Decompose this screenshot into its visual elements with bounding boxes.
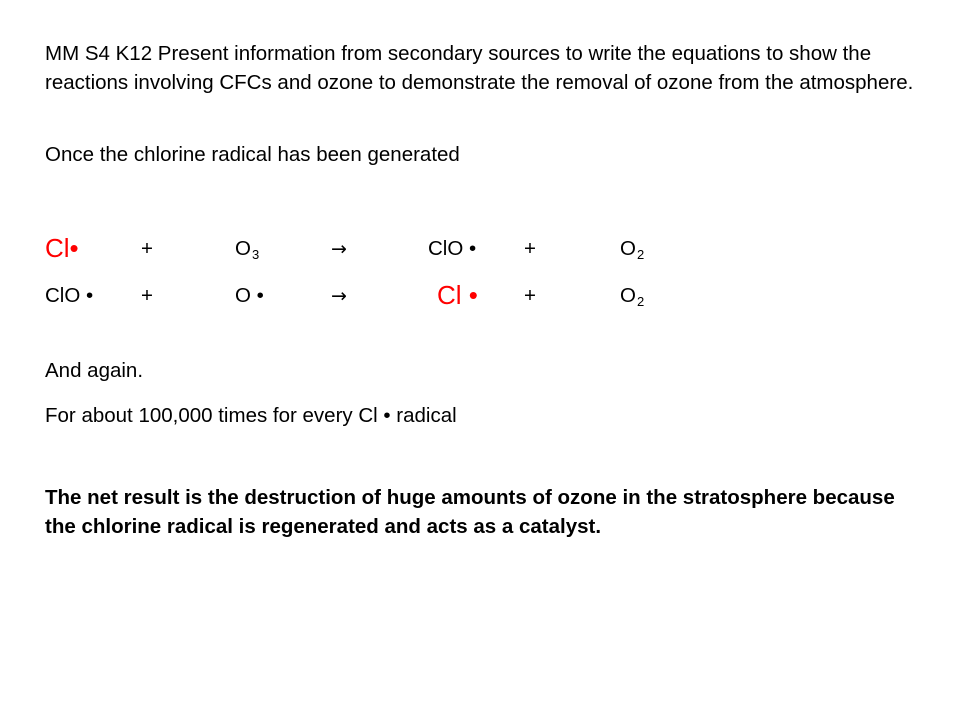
repeat-text: For about 100,000 times for every Cl • radical: [45, 404, 457, 427]
intro-paragraph: MM S4 K12 Present information from secondary sources to write the equations to show the reactions involving CFCs and ozone to demonstrate the removal of ozone from the atmosphere.: [45, 42, 914, 94]
conclusion-paragraph: The net result is the destruction of huge amounts of ozone in the stratosphere because the chlorine radical is regenerated and acts as a catalyst.: [45, 486, 895, 538]
eq2-product-oxygen: [620, 276, 644, 318]
eq1-arrow-icon: →: [331, 238, 347, 260]
eq1-oxygen-subscript: 2: [636, 247, 645, 262]
eq1-product-oxygen: [620, 229, 644, 271]
eq2-product-chlorine-radical: Cl •: [437, 280, 478, 310]
eq1-ozone-symbol: O: [235, 237, 251, 260]
eq2-oxygen-symbol: O: [620, 284, 636, 307]
equation-1: [0, 229, 960, 269]
equation-2: [0, 276, 960, 316]
eq1-plus-2: +: [524, 237, 536, 260]
eq1-reactant-ozone: [235, 229, 259, 271]
and-again-text: And again.: [45, 359, 144, 382]
eq2-arrow-icon: →: [331, 285, 347, 307]
eq2-reactant-oxygen-radical: O •: [235, 284, 264, 307]
eq1-oxygen-symbol: O: [620, 237, 636, 260]
eq2-plus-1: +: [141, 284, 153, 307]
eq1-plus-1: +: [141, 237, 153, 260]
eq1-ozone-subscript: 3: [251, 247, 260, 262]
eq1-reactant-chlorine-radical: Cl•: [45, 233, 79, 263]
eq2-oxygen-subscript: 2: [636, 294, 645, 309]
eq2-reactant-clo-radical: ClO •: [45, 284, 94, 307]
eq2-plus-2: +: [524, 284, 536, 307]
eq1-product-clo-radical: ClO •: [428, 237, 477, 260]
subheading: Once the chlorine radical has been generated: [45, 143, 460, 166]
